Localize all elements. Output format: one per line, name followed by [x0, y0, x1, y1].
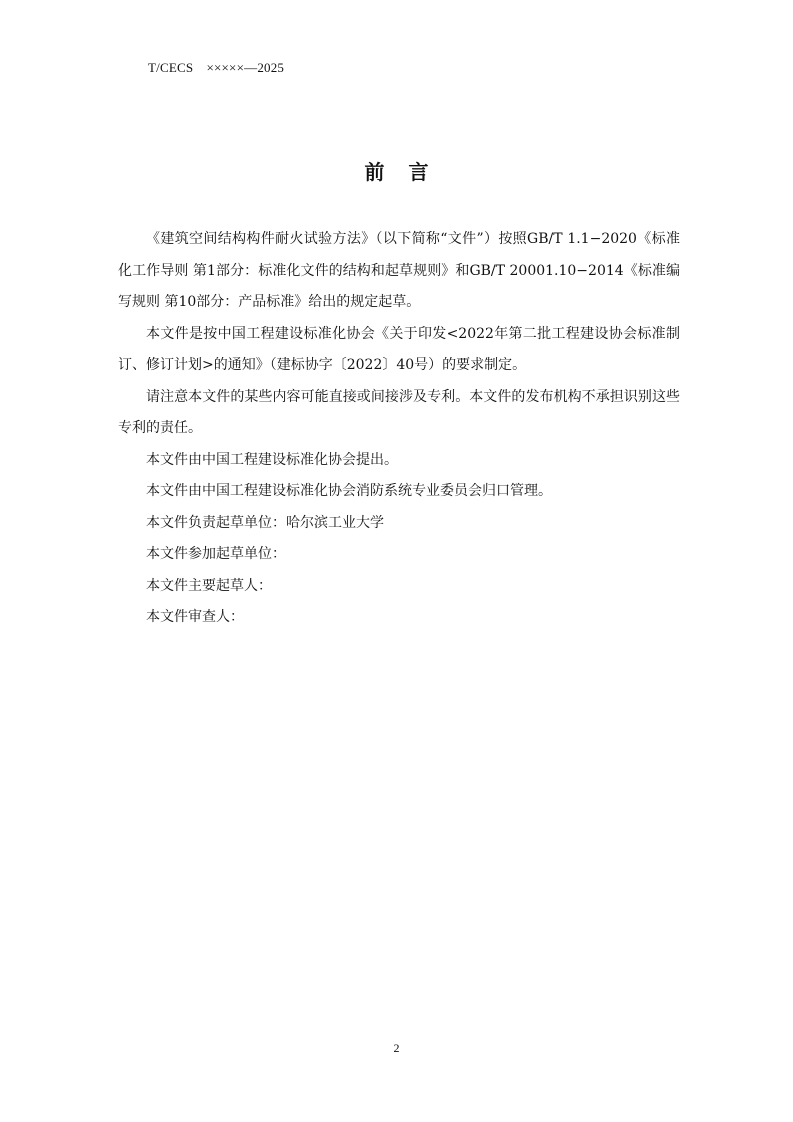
- paragraph-main-drafters: 本文件主要起草人：: [146, 577, 272, 594]
- paragraph-drafting-rules: 《建筑空间结构构件耐火试验方法》（以下简称“文件”）按照GB/T 1.1−2020《标准化工作导则 第1部分：标准化文件的结构和起草规则》和GB/T 20001.10−2014《标准编写规则 第10部分：产品标准》给出的规定起草。: [118, 231, 680, 310]
- paragraph-plan-notice: 本文件是按中国工程建设标准化协会《关于印发<2022年第二批工程建设协会标准制订、修订计划>的通知》（建标协字〔2022〕40号）的要求制定。: [118, 325, 680, 373]
- paragraph-administrator: 本文件由中国工程建设标准化协会消防系统专业委员会归口管理。: [146, 483, 552, 499]
- page-number: 2: [393, 1041, 400, 1055]
- paragraph-patent-notice: 请注意本文件的某些内容可能直接或间接涉及专利。本文件的发布机构不承担识别这些专利的责任。: [118, 388, 680, 436]
- paragraph-reviewers: 本文件审查人：: [146, 609, 244, 625]
- section-title: 前言: [364, 160, 453, 184]
- paragraph-participating-drafters: 本文件参加起草单位：: [146, 546, 286, 562]
- paragraph-proposer: 本文件由中国工程建设标准化协会提出。: [146, 451, 398, 468]
- foreword-body: [118, 224, 680, 634]
- document-code-header: T/CECS ×××××—2025: [148, 60, 285, 75]
- paragraph-lead-drafter: 本文件负责起草单位：哈尔滨工业大学: [146, 514, 384, 531]
